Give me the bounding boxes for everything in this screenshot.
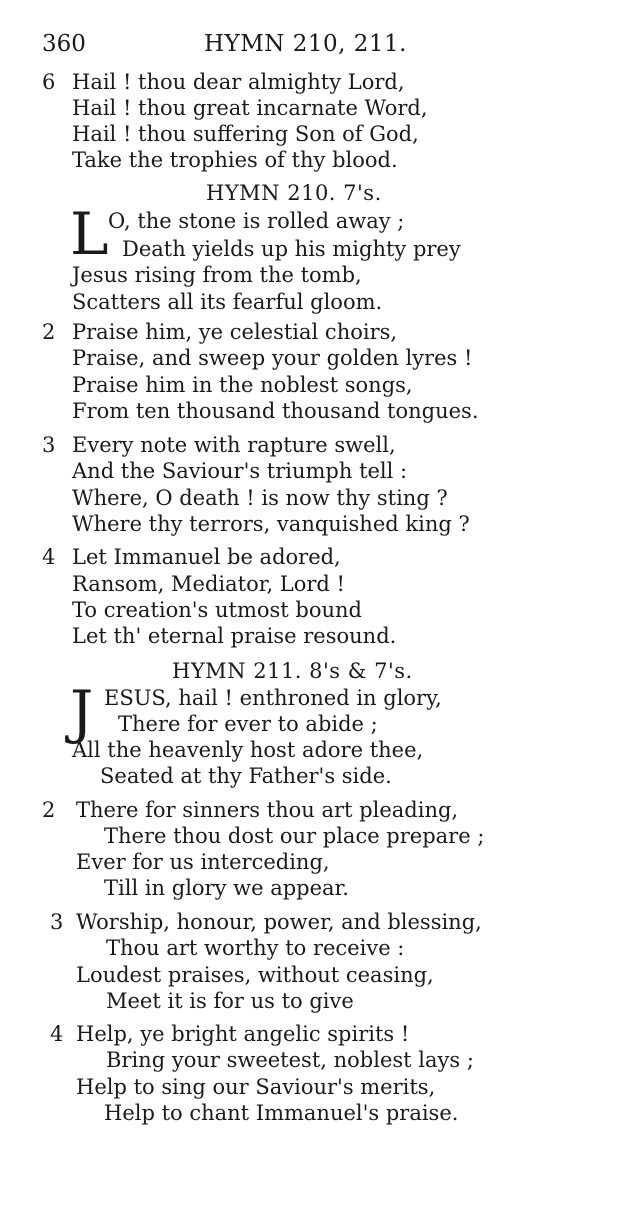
verse-line: Scatters all its fearful gloom. (72, 290, 383, 314)
verse-line: There for ever to abide ; (118, 712, 378, 736)
verse-line: Till in glory we appear. (104, 876, 349, 900)
verse-line: Ever for us interceding, (76, 850, 330, 874)
drop-cap: L (70, 200, 109, 268)
verse-line: Loudest praises, without ceasing, (76, 963, 434, 987)
verse-line: ESUS, hail ! enthroned in glory, (104, 686, 442, 710)
verse-line: To creation's utmost bound (72, 598, 362, 622)
verse-line: Thou art worthy to receive : (106, 936, 405, 960)
hymn-heading: HYMN 211. 8's & 7's. (172, 659, 413, 683)
verse-line: Help to sing our Saviour's merits, (76, 1075, 436, 1099)
verse-line: Praise, and sweep your golden lyres ! (72, 346, 473, 370)
verse-line: Seated at thy Father's side. (100, 764, 392, 788)
verse-line: Worship, honour, power, and blessing, (76, 910, 482, 934)
verse-line: Bring your sweetest, noblest lays ; (106, 1048, 474, 1072)
verse-line: There thou dost our place prepare ; (104, 824, 485, 848)
verse-line: Meet it is for us to give (106, 989, 354, 1013)
verse-line: Death yields up his mighty prey (122, 237, 461, 261)
verse-line: Let th' eternal praise resound. (72, 624, 397, 648)
stanza-number: 4 (50, 1022, 64, 1046)
verse-line: Where, O death ! is now thy sting ? (72, 486, 448, 510)
stanza-number: 2 (42, 798, 56, 822)
drop-cap: J (70, 678, 94, 746)
verse-line: Help to chant Immanuel's praise. (104, 1101, 459, 1125)
verse-line: Ransom, Mediator, Lord ! (72, 572, 345, 596)
stanza-number: 3 (50, 910, 64, 934)
page-header (42, 26, 602, 62)
verse-line: There for sinners thou art pleading, (76, 798, 459, 822)
hymn-heading: HYMN 210. 7's. (206, 181, 382, 205)
running-title: HYMN 210, 211. (204, 31, 407, 57)
stanza-number: 6 (42, 70, 56, 94)
verse-line: Let Immanuel be adored, (72, 545, 341, 569)
stanza-number: 4 (42, 545, 56, 569)
verse-line: Hail ! thou dear almighty Lord, (72, 70, 405, 94)
verse-line: Praise him in the noblest songs, (72, 373, 413, 397)
stanza-number: 3 (42, 433, 56, 457)
verse-line: Take the trophies of thy blood. (72, 148, 398, 172)
verse-line: O, the stone is rolled away ; (108, 209, 405, 233)
verse-line: From ten thousand thousand tongues. (72, 399, 479, 423)
verse-line: Hail ! thou great incarnate Word, (72, 96, 428, 120)
page-number: 360 (42, 31, 86, 57)
stanza-number: 2 (42, 320, 56, 344)
verse-line: Hail ! thou suffering Son of God, (72, 122, 419, 146)
verse-line: Praise him, ye celestial choirs, (72, 320, 398, 344)
verse-line: Every note with rapture swell, (72, 433, 396, 457)
verse-line: Help, ye bright angelic spirits ! (76, 1022, 410, 1046)
verse-line: And the Saviour's triumph tell : (72, 459, 408, 483)
verse-line: All the heavenly host adore thee, (72, 738, 424, 762)
verse-line: Where thy terrors, vanquished king ? (72, 512, 470, 536)
verse-line: Jesus rising from the tomb, (72, 263, 362, 287)
